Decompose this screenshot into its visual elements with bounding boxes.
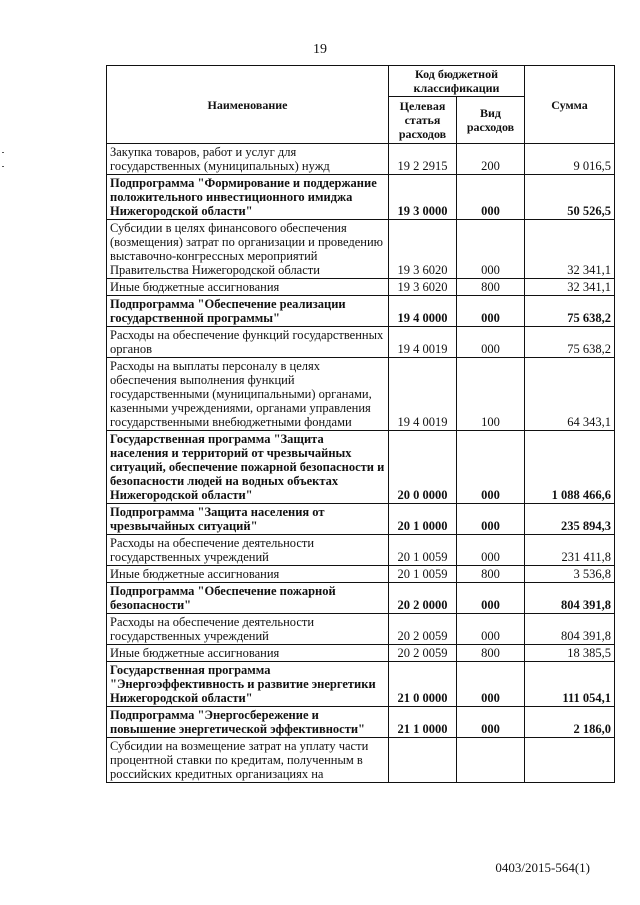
row-target-article xyxy=(389,738,457,783)
row-sum: 75 638,2 xyxy=(525,296,615,327)
row-name: Подпрограмма "Энергосбережение и повышение энергетической эффективности" xyxy=(107,707,389,738)
row-sum: 111 054,1 xyxy=(525,662,615,707)
row-sum: 235 894,3 xyxy=(525,504,615,535)
row-expense-type: 000 xyxy=(457,431,525,504)
row-sum: 804 391,8 xyxy=(525,583,615,614)
row-target-article: 19 3 0000 xyxy=(389,175,457,220)
row-target-article: 19 2 2915 xyxy=(389,144,457,175)
row-expense-type: 800 xyxy=(457,279,525,296)
row-expense-type: 800 xyxy=(457,566,525,583)
table-row xyxy=(107,279,615,296)
table-row xyxy=(107,662,615,707)
margin-mark xyxy=(2,166,4,167)
budget-table xyxy=(106,65,615,783)
row-name: Иные бюджетные ассигнования xyxy=(107,279,389,296)
row-name: Расходы на обеспечение деятельности государственных учреждений xyxy=(107,535,389,566)
row-target-article: 19 4 0019 xyxy=(389,327,457,358)
table-row xyxy=(107,296,615,327)
header-sum: Сумма xyxy=(525,66,615,144)
table-row xyxy=(107,707,615,738)
table-row xyxy=(107,220,615,279)
row-target-article: 20 1 0000 xyxy=(389,504,457,535)
row-name: Государственная программа "Защита населения и территорий от чрезвычайных ситуаций, обеспечение пожарной безопасности и безопасности людей на водных объектах Нижегородской области" xyxy=(107,431,389,504)
row-expense-type: 000 xyxy=(457,707,525,738)
row-sum: 75 638,2 xyxy=(525,327,615,358)
header-name: Наименование xyxy=(107,66,389,144)
row-name: Подпрограмма "Обеспечение пожарной безопасности" xyxy=(107,583,389,614)
row-expense-type xyxy=(457,738,525,783)
table-row xyxy=(107,144,615,175)
table-row xyxy=(107,504,615,535)
table-row xyxy=(107,738,615,783)
table-row xyxy=(107,535,615,566)
row-sum: 32 341,1 xyxy=(525,279,615,296)
margin-mark xyxy=(2,152,4,153)
row-name: Иные бюджетные ассигнования xyxy=(107,566,389,583)
table-row xyxy=(107,645,615,662)
row-target-article: 20 1 0059 xyxy=(389,535,457,566)
row-expense-type: 200 xyxy=(457,144,525,175)
table-row xyxy=(107,358,615,431)
row-expense-type: 800 xyxy=(457,645,525,662)
row-sum: 3 536,8 xyxy=(525,566,615,583)
row-sum: 2 186,0 xyxy=(525,707,615,738)
row-expense-type: 100 xyxy=(457,358,525,431)
table-row xyxy=(107,583,615,614)
row-sum: 18 385,5 xyxy=(525,645,615,662)
row-expense-type: 000 xyxy=(457,504,525,535)
table-body xyxy=(107,144,615,783)
table-row xyxy=(107,614,615,645)
row-sum xyxy=(525,738,615,783)
row-expense-type: 000 xyxy=(457,327,525,358)
row-target-article: 21 1 0000 xyxy=(389,707,457,738)
header-expense-type: Вид расходов xyxy=(457,97,525,144)
row-expense-type: 000 xyxy=(457,662,525,707)
row-name: Государственная программа "Энергоэффективность и развитие энергетики Нижегородской области" xyxy=(107,662,389,707)
table-row xyxy=(107,175,615,220)
row-sum: 9 016,5 xyxy=(525,144,615,175)
row-sum: 231 411,8 xyxy=(525,535,615,566)
row-target-article: 20 2 0059 xyxy=(389,614,457,645)
row-sum: 64 343,1 xyxy=(525,358,615,431)
row-expense-type: 000 xyxy=(457,175,525,220)
row-target-article: 19 4 0019 xyxy=(389,358,457,431)
header-target-article: Целевая статья расходов xyxy=(389,97,457,144)
row-expense-type: 000 xyxy=(457,296,525,327)
row-expense-type: 000 xyxy=(457,614,525,645)
row-name: Субсидии в целях финансового обеспечения (возмещения) затрат по организации и проведению выставочно-конгрессных мероприятий Правительства Нижегородской области xyxy=(107,220,389,279)
row-expense-type: 000 xyxy=(457,220,525,279)
row-target-article: 20 2 0000 xyxy=(389,583,457,614)
row-target-article: 19 3 6020 xyxy=(389,279,457,296)
row-name: Расходы на обеспечение деятельности государственных учреждений xyxy=(107,614,389,645)
page-number: 19 xyxy=(313,42,327,57)
row-target-article: 20 0 0000 xyxy=(389,431,457,504)
row-target-article: 21 0 0000 xyxy=(389,662,457,707)
row-name: Подпрограмма "Обеспечение реализации государственной программы" xyxy=(107,296,389,327)
row-name: Иные бюджетные ассигнования xyxy=(107,645,389,662)
row-sum: 1 088 466,6 xyxy=(525,431,615,504)
header-row xyxy=(107,66,615,97)
table-row xyxy=(107,566,615,583)
document-code: 0403/2015-564(1) xyxy=(495,860,590,875)
row-name: Расходы на выплаты персоналу в целях обеспечения выполнения функций государственными (муниципальными) органами, казенными учреждениями, органами управления государственными внебюджетными фондами xyxy=(107,358,389,431)
row-name: Субсидии на возмещение затрат на уплату части процентной ставки по кредитам, полученным в российских кредитных организациях на xyxy=(107,738,389,783)
row-sum: 804 391,8 xyxy=(525,614,615,645)
row-sum: 50 526,5 xyxy=(525,175,615,220)
row-target-article: 20 1 0059 xyxy=(389,566,457,583)
row-name: Подпрограмма "Формирование и поддержание положительного инвестиционного имиджа Нижегородской области" xyxy=(107,175,389,220)
row-name: Расходы на обеспечение функций государственных органов xyxy=(107,327,389,358)
row-target-article: 20 2 0059 xyxy=(389,645,457,662)
row-name: Закупка товаров, работ и услуг для государственных (муниципальных) нужд xyxy=(107,144,389,175)
header-classification: Код бюджетной классификации xyxy=(389,66,525,97)
table-row xyxy=(107,327,615,358)
table-row xyxy=(107,431,615,504)
row-target-article: 19 3 6020 xyxy=(389,220,457,279)
row-name: Подпрограмма "Защита населения от чрезвычайных ситуаций" xyxy=(107,504,389,535)
row-target-article: 19 4 0000 xyxy=(389,296,457,327)
row-expense-type: 000 xyxy=(457,583,525,614)
row-expense-type: 000 xyxy=(457,535,525,566)
row-sum: 32 341,1 xyxy=(525,220,615,279)
